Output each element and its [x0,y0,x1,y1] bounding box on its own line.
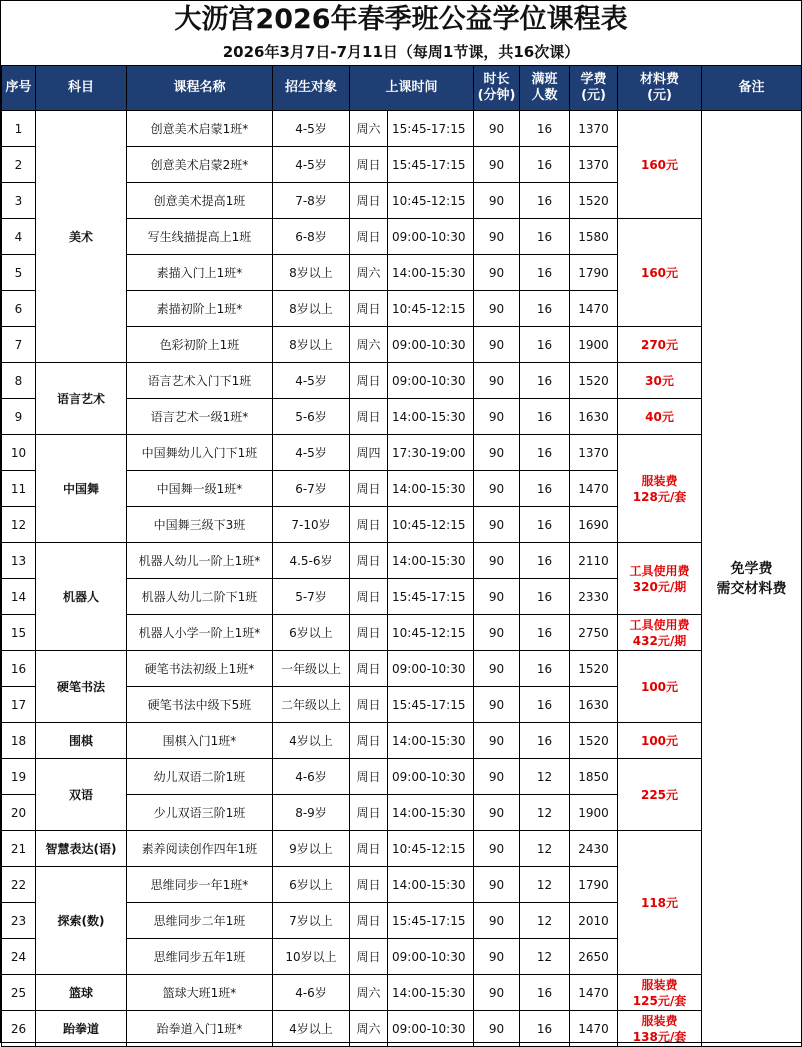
table-row [2,111,802,147]
duration: 90 [474,831,520,867]
class-day: 周日 [350,759,388,795]
duration: 90 [474,435,520,471]
material-fee-line: 320元/期 [632,579,687,594]
capacity: 12 [520,759,570,795]
table-row [2,435,802,471]
tuition: 1520 [570,183,618,219]
class-day: 周日 [350,147,388,183]
course-rows [2,111,802,1047]
page-subtitle: 2026年3月7日-7月11日（每周1节课，共16次课） [222,43,580,61]
tuition: 2430 [570,831,618,867]
class-day: 周日 [350,579,388,615]
material-fee-line: 100元 [640,679,679,694]
duration: 90 [474,219,520,255]
duration: 90 [474,471,520,507]
row-seq: 11 [2,471,36,507]
material-fee-line: 30元 [645,373,674,388]
target-group: 7-10岁 [273,507,350,543]
duration: 90 [474,579,520,615]
row-seq: 16 [2,651,36,687]
row-seq: 1 [2,111,36,147]
class-time: 14:00-15:30 [388,723,474,759]
row-seq: 23 [2,903,36,939]
capacity: 16 [520,399,570,435]
row-seq: 8 [2,363,36,399]
course-name: 机器人小学一阶上1班* [127,615,273,651]
tuition: 1520 [570,651,618,687]
course-name: 围棋入门1班* [127,723,273,759]
class-time: 09:00-10:30 [388,939,474,975]
tuition: 1630 [570,399,618,435]
tuition: 2010 [570,903,618,939]
capacity: 16 [520,615,570,651]
course-name: 中国舞一级1班* [127,471,273,507]
material-fee-line: 160元 [640,157,679,172]
row-seq: 18 [2,723,36,759]
course-table [1,65,802,1047]
tuition: 1900 [570,327,618,363]
duration: 90 [474,363,520,399]
course-name: 语言艺术一级1班* [127,399,273,435]
duration: 90 [474,651,520,687]
class-day: 周日 [350,471,388,507]
class-day: 周日 [350,399,388,435]
row-seq: 25 [2,975,36,1011]
class-day: 周日 [350,651,388,687]
class-time: 15:45-17:15 [388,111,474,147]
target-group: 4-5岁 [273,363,350,399]
capacity: 16 [520,219,570,255]
tuition: 2650 [570,939,618,975]
row-seq: 20 [2,795,36,831]
course-name: 创意美术启蒙2班* [127,147,273,183]
row-seq: 19 [2,759,36,795]
material-fee-line: 工具使用费 [629,563,690,578]
capacity: 16 [520,255,570,291]
class-day: 周日 [350,543,388,579]
target-group: 4.5-6岁 [273,543,350,579]
duration: 90 [474,147,520,183]
header-remark: 备注 [702,66,802,111]
duration: 90 [474,903,520,939]
row-seq: 3 [2,183,36,219]
duration: 90 [474,507,520,543]
target-group: 二年级以上 [273,687,350,723]
capacity: 12 [520,939,570,975]
subject-cell: 语言艺术 [36,363,127,435]
row-seq: 13 [2,543,36,579]
row-seq: 24 [2,939,36,975]
subject-cell: 机器人 [36,543,127,651]
duration: 90 [474,687,520,723]
class-time: 14:00-15:30 [388,867,474,903]
remark-cell [702,111,802,1047]
material-fee-line: 118元 [640,895,679,910]
course-name: 跆拳道入门1班* [127,1011,273,1047]
class-time: 10:45-12:15 [388,507,474,543]
target-group: 4-5岁 [273,111,350,147]
class-day: 周日 [350,183,388,219]
class-time: 14:00-15:30 [388,795,474,831]
course-name: 素养阅读创作四年1班 [127,831,273,867]
capacity: 16 [520,183,570,219]
course-name: 色彩初阶上1班 [127,327,273,363]
class-time: 10:45-12:15 [388,831,474,867]
tuition: 1790 [570,255,618,291]
table-row [2,831,802,867]
header-target: 招生对象 [273,66,350,111]
duration: 90 [474,255,520,291]
material-fee [618,759,702,831]
subject-cell: 跆拳道 [36,1011,127,1047]
target-group: 4-6岁 [273,975,350,1011]
row-seq: 26 [2,1011,36,1047]
material-fee-line: 432元/期 [632,633,687,648]
header-time: 上课时间 [350,66,474,111]
target-group: 8岁以上 [273,255,350,291]
class-day: 周六 [350,111,388,147]
class-day: 周日 [350,831,388,867]
table-row [2,723,802,759]
material-fee [618,327,702,363]
class-day: 周六 [350,255,388,291]
tuition: 1370 [570,435,618,471]
target-group: 10岁以上 [273,939,350,975]
row-seq: 7 [2,327,36,363]
class-day: 周日 [350,291,388,327]
duration: 90 [474,183,520,219]
row-seq: 2 [2,147,36,183]
target-group: 9岁以上 [273,831,350,867]
class-time: 17:30-19:00 [388,435,474,471]
header-seq: 序号 [2,66,36,111]
material-fee [618,975,702,1011]
tuition: 1580 [570,219,618,255]
target-group: 6岁以上 [273,867,350,903]
class-day: 周日 [350,687,388,723]
course-name: 幼儿双语二阶1班 [127,759,273,795]
capacity: 16 [520,363,570,399]
table-row [2,975,802,1011]
duration: 90 [474,615,520,651]
material-fee-line: 工具使用费 [629,617,690,632]
course-name: 中国舞三级下3班 [127,507,273,543]
target-group: 8-9岁 [273,795,350,831]
target-group: 7-8岁 [273,183,350,219]
subject-cell: 中国舞 [36,435,127,543]
row-seq: 15 [2,615,36,651]
capacity: 16 [520,507,570,543]
material-fee-line: 160元 [640,265,679,280]
material-fee [618,435,702,543]
target-group: 4岁以上 [273,1011,350,1047]
tuition: 1470 [570,291,618,327]
tuition: 1690 [570,507,618,543]
course-name: 少儿双语三阶1班 [127,795,273,831]
class-time: 09:00-10:30 [388,759,474,795]
row-seq: 22 [2,867,36,903]
class-time: 15:45-17:15 [388,903,474,939]
material-fee-line: 服装费 [641,1013,678,1028]
material-fee-line: 270元 [640,337,679,352]
class-time: 14:00-15:30 [388,543,474,579]
subject-cell: 围棋 [36,723,127,759]
table-row [2,543,802,579]
course-name: 硬笔书法中级下5班 [127,687,273,723]
course-name: 机器人幼儿一阶上1班* [127,543,273,579]
material-fee [618,723,702,759]
capacity: 16 [520,579,570,615]
target-group: 4岁以上 [273,723,350,759]
course-name: 硬笔书法初级上1班* [127,651,273,687]
capacity: 16 [520,975,570,1011]
header-course: 课程名称 [127,66,273,111]
material-fee [618,651,702,723]
target-group: 7岁以上 [273,903,350,939]
tuition: 1520 [570,363,618,399]
tuition: 1520 [570,723,618,759]
material-fee [618,831,702,975]
class-time: 09:00-10:30 [388,651,474,687]
class-day: 周日 [350,363,388,399]
row-seq: 21 [2,831,36,867]
remark-line: 需交材料费 [716,580,787,597]
target-group: 一年级以上 [273,651,350,687]
row-seq: 14 [2,579,36,615]
course-name: 素描入门上1班* [127,255,273,291]
row-seq: 10 [2,435,36,471]
capacity: 16 [520,543,570,579]
table-row [2,651,802,687]
class-time: 14:00-15:30 [388,471,474,507]
class-day: 周日 [350,219,388,255]
row-seq: 5 [2,255,36,291]
page-title: 大沥宫2026年春季班公益学位课程表 [174,4,628,35]
course-name: 机器人幼儿二阶下1班 [127,579,273,615]
tuition: 2330 [570,579,618,615]
target-group: 4-5岁 [273,147,350,183]
material-fee-line: 40元 [645,409,674,424]
capacity: 16 [520,111,570,147]
class-day: 周日 [350,507,388,543]
target-group: 5-7岁 [273,579,350,615]
duration: 90 [474,327,520,363]
subject-cell: 智慧表达(语) [36,831,127,867]
material-fee-line: 100元 [640,733,679,748]
capacity: 12 [520,795,570,831]
tuition: 1370 [570,147,618,183]
header-row [2,66,802,111]
material-fee-line: 服装费 [641,977,678,992]
duration: 90 [474,291,520,327]
capacity: 16 [520,687,570,723]
capacity: 16 [520,651,570,687]
tuition: 2750 [570,615,618,651]
tuition: 1470 [570,471,618,507]
class-time: 09:00-10:30 [388,363,474,399]
subject-cell: 美术 [36,111,127,363]
material-fee [618,1011,702,1047]
tuition: 2110 [570,543,618,579]
capacity: 16 [520,723,570,759]
material-fee-line: 138元/套 [632,1029,687,1044]
class-day: 周六 [350,327,388,363]
subject-cell: 双语 [36,759,127,831]
class-time: 09:00-10:30 [388,327,474,363]
class-day: 周四 [350,435,388,471]
header-subject: 科目 [36,66,127,111]
subject-cell: 探索(数) [36,867,127,975]
course-name: 思维同步一年1班* [127,867,273,903]
material-fee [618,363,702,399]
course-name: 素描初阶上1班* [127,291,273,327]
class-time: 10:45-12:15 [388,183,474,219]
material-fee [618,399,702,435]
course-name: 创意美术启蒙1班* [127,111,273,147]
duration: 90 [474,723,520,759]
subject-cell: 硬笔书法 [36,651,127,723]
duration: 90 [474,975,520,1011]
tuition: 1900 [570,795,618,831]
header-material: 材料费 (元) [618,66,702,111]
tuition: 1790 [570,867,618,903]
tuition: 1370 [570,111,618,147]
class-time: 14:00-15:30 [388,399,474,435]
tuition: 1850 [570,759,618,795]
course-name: 思维同步二年1班 [127,903,273,939]
target-group: 5-6岁 [273,399,350,435]
header-capacity: 满班 人数 [520,66,570,111]
capacity: 16 [520,1011,570,1047]
class-time: 10:45-12:15 [388,615,474,651]
capacity: 16 [520,471,570,507]
material-fee [618,543,702,615]
capacity: 16 [520,291,570,327]
row-seq: 17 [2,687,36,723]
duration: 90 [474,759,520,795]
class-time: 15:45-17:15 [388,579,474,615]
target-group: 6-7岁 [273,471,350,507]
duration: 90 [474,399,520,435]
class-day: 周日 [350,903,388,939]
remark-line: 免学费 [730,560,773,577]
header-tuition: 学费 (元) [570,66,618,111]
subject-cell: 篮球 [36,975,127,1011]
class-time: 09:00-10:30 [388,219,474,255]
row-seq: 9 [2,399,36,435]
class-time: 14:00-15:30 [388,255,474,291]
row-seq: 12 [2,507,36,543]
class-time: 09:00-10:30 [388,1011,474,1047]
class-day: 周日 [350,615,388,651]
duration: 90 [474,939,520,975]
table-row [2,363,802,399]
table-row [2,759,802,795]
class-day: 周日 [350,867,388,903]
target-group: 4-5岁 [273,435,350,471]
class-time: 15:45-17:15 [388,147,474,183]
capacity: 16 [520,147,570,183]
capacity: 12 [520,903,570,939]
row-seq: 4 [2,219,36,255]
target-group: 8岁以上 [273,327,350,363]
class-day: 周六 [350,1011,388,1047]
duration: 90 [474,795,520,831]
course-name: 语言艺术入门下1班 [127,363,273,399]
class-time: 10:45-12:15 [388,291,474,327]
capacity: 16 [520,435,570,471]
capacity: 12 [520,831,570,867]
class-day: 周日 [350,939,388,975]
class-time: 15:45-17:15 [388,687,474,723]
table-row [2,1011,802,1047]
tuition: 1470 [570,1011,618,1047]
duration: 90 [474,1011,520,1047]
material-fee-line: 125元/套 [632,993,687,1008]
material-fee [618,615,702,651]
course-name: 思维同步五年1班 [127,939,273,975]
capacity: 16 [520,327,570,363]
tuition: 1630 [570,687,618,723]
target-group: 6-8岁 [273,219,350,255]
class-day: 周日 [350,795,388,831]
duration: 90 [474,543,520,579]
course-name: 写生线描提高上1班 [127,219,273,255]
material-fee-line: 服装费 [641,473,678,488]
material-fee-line: 128元/套 [632,489,687,504]
course-name: 中国舞幼儿入门下1班 [127,435,273,471]
row-seq: 6 [2,291,36,327]
capacity: 12 [520,867,570,903]
duration: 90 [474,111,520,147]
target-group: 6岁以上 [273,615,350,651]
class-time: 14:00-15:30 [388,975,474,1011]
course-name: 创意美术提高1班 [127,183,273,219]
class-day: 周六 [350,975,388,1011]
class-day: 周日 [350,723,388,759]
header-duration: 时长 (分钟) [474,66,520,111]
material-fee [618,111,702,219]
material-fee-line: 225元 [640,787,679,802]
duration: 90 [474,867,520,903]
target-group: 4-6岁 [273,759,350,795]
course-name: 篮球大班1班* [127,975,273,1011]
tuition: 1470 [570,975,618,1011]
material-fee [618,219,702,327]
target-group: 8岁以上 [273,291,350,327]
